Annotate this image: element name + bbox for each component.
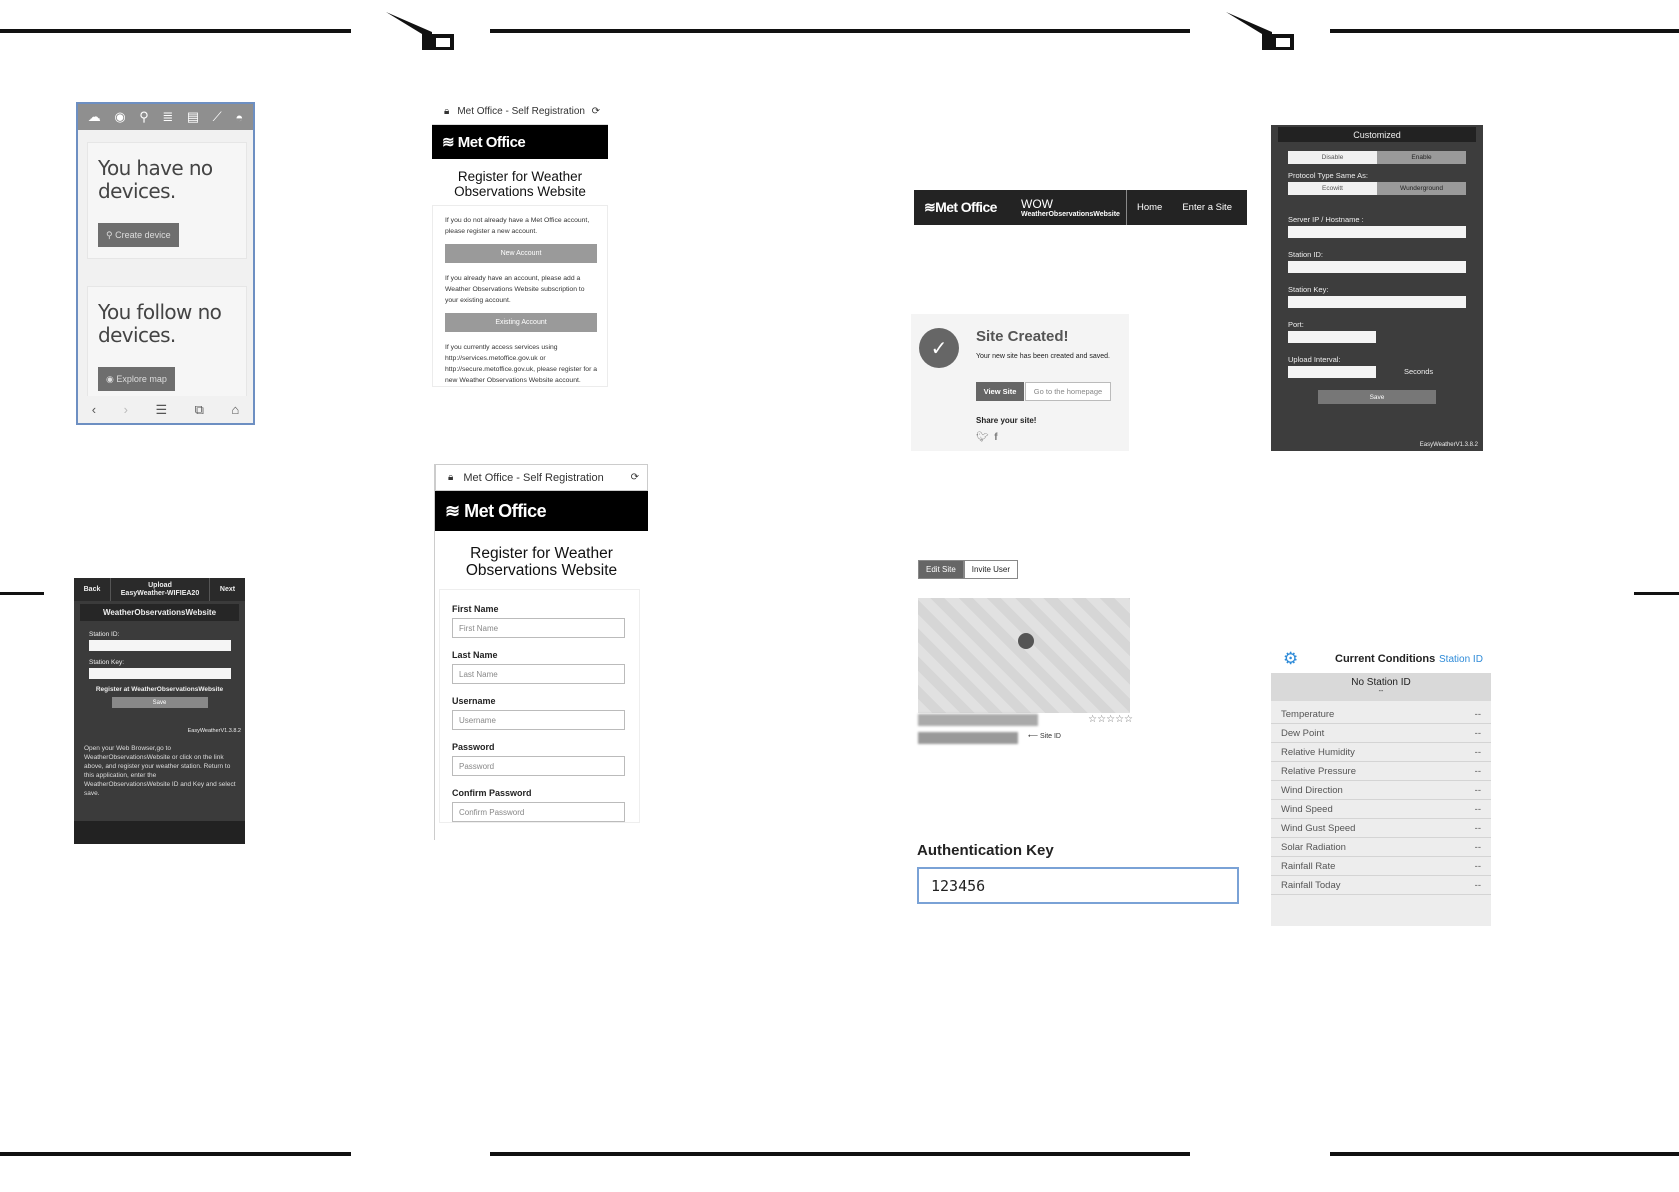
cloud-upload-icon[interactable]: ☁ <box>87 109 101 124</box>
lock-icon: 🔒︎ <box>444 106 450 117</box>
password-input[interactable]: Password <box>452 756 625 776</box>
save-button[interactable]: Save <box>1318 390 1436 404</box>
conditions-title: Current Conditions <box>1335 653 1436 665</box>
chart-icon[interactable]: ⟋ <box>212 109 222 124</box>
condition-value: -- <box>1474 860 1481 872</box>
brand-name: Met Office <box>464 500 547 521</box>
reload-icon[interactable]: ⟳ <box>630 472 639 483</box>
metoffice-banner <box>432 125 608 159</box>
rating-stars: ☆☆☆☆☆ <box>1088 714 1133 725</box>
register-options <box>432 205 608 387</box>
wow-brand[interactable] <box>1015 190 1127 225</box>
enable-option[interactable]: Enable <box>1377 151 1466 164</box>
last-name-input[interactable]: Last Name <box>452 664 625 684</box>
register-link[interactable]: Register at WeatherObservationsWebsite <box>95 686 224 693</box>
first-name-input[interactable]: First Name <box>452 618 625 638</box>
protocol-toggle <box>1288 182 1466 195</box>
wow-subtitle: WeatherObservationsWebsite <box>1021 211 1120 218</box>
customized-title: Customized <box>1278 127 1476 142</box>
site-id-label: Site ID <box>1039 733 1061 740</box>
metoffice-logo-icon: ≋ <box>924 199 936 215</box>
customized-upload-screen <box>1271 125 1483 451</box>
condition-label: Rainfall Rate <box>1281 860 1336 872</box>
app-toolbar <box>78 104 253 130</box>
condition-value: -- <box>1474 765 1481 777</box>
metoffice-banner <box>435 491 648 531</box>
rule-top-mid <box>490 29 1190 33</box>
condition-label: Rainfall Today <box>1281 879 1341 891</box>
page-heading: Register for Weather Observations Website <box>465 545 618 579</box>
condition-row <box>1271 819 1491 838</box>
first-name-label: First Name <box>452 604 499 614</box>
upload-header <box>74 578 245 601</box>
wow-title: WeatherObservationsWebsite <box>80 604 239 621</box>
site-created-panel <box>911 314 1129 451</box>
version-text: EasyWeatherV1.3.8.2 <box>1419 442 1478 448</box>
explore-map-button[interactable] <box>98 367 175 391</box>
page-address: Met Office - Self Registration <box>457 106 585 117</box>
last-name-label: Last Name <box>452 650 498 660</box>
rule-bottom-left <box>0 1152 351 1156</box>
tab-edit-site[interactable]: Edit Site <box>918 560 964 579</box>
wow-upload-screen <box>74 578 245 844</box>
station-id-label: Station ID: <box>89 631 120 638</box>
condition-label: Wind Gust Speed <box>1281 822 1356 834</box>
version-text: EasyWeatherV1.3.8.2 <box>187 728 241 734</box>
protocol-label: Protocol Type Same As: <box>1288 171 1368 180</box>
forward-icon[interactable]: › <box>123 402 128 417</box>
services-text: If you currently access services using http://services.metoffice.gov.uk or http://secure.metoffice.gov.uk, please register for a new Weather Observations Website account. <box>445 344 598 384</box>
condition-value: -- <box>1474 746 1481 758</box>
no-station-sub: -- <box>1378 688 1384 695</box>
brand-name: Met Office <box>935 199 997 215</box>
tab-invite-user[interactable]: Invite User <box>964 560 1018 579</box>
station-status <box>1271 673 1491 701</box>
metoffice-register-form <box>434 464 648 840</box>
document-icon[interactable]: ▤ <box>186 109 200 124</box>
site-map[interactable] <box>918 598 1130 713</box>
site-name-blurred <box>918 714 1038 726</box>
condition-value: -- <box>1474 784 1481 796</box>
metoffice-logo-icon: ≋ <box>442 134 458 151</box>
back-button[interactable]: Back <box>74 578 111 601</box>
no-station-text: No Station ID <box>1351 677 1411 688</box>
instructions-text: Open your Web Browser,go to WeatherObservationsWebsite or click on the link above, and register your weather station. Return to this application, enter the WeatherObservationsWebsite ID and Key and select save. <box>84 745 236 797</box>
port-label: Port: <box>1288 320 1304 329</box>
condition-value: -- <box>1474 841 1481 853</box>
condition-value: -- <box>1474 803 1481 815</box>
registration-form <box>439 589 640 823</box>
back-icon[interactable]: ‹ <box>91 402 97 417</box>
interval-input[interactable] <box>1288 366 1376 378</box>
twitter-icon[interactable]: 🐦︎ <box>976 432 989 443</box>
site-tabs <box>918 560 1133 579</box>
tabs-icon[interactable]: ⧉ <box>194 401 204 417</box>
server-input[interactable] <box>1288 226 1466 238</box>
metoffice-register-choice <box>432 99 608 403</box>
homepage-button[interactable]: Go to the homepage <box>1025 382 1111 401</box>
new-account-button[interactable]: New Account <box>445 244 597 263</box>
station-id-input[interactable] <box>89 640 231 651</box>
rule-bottom-mid <box>490 1152 1190 1156</box>
seconds-label: Seconds <box>1404 366 1434 376</box>
rule-top-left <box>0 29 351 33</box>
fold-mark-icon <box>384 10 456 52</box>
user-icon[interactable]: ◓ <box>235 109 244 125</box>
menu-icon[interactable]: ☰ <box>155 401 168 417</box>
condition-value: -- <box>1474 727 1481 739</box>
condition-row <box>1271 724 1491 743</box>
home-icon[interactable]: ⌂ <box>231 402 240 417</box>
device-name: EasyWeather-WIFIEA20 <box>120 589 200 597</box>
condition-label: Temperature <box>1281 708 1335 720</box>
current-conditions-screen <box>1271 645 1491 926</box>
brand-name: Met Office <box>457 133 526 151</box>
browser-nav <box>78 396 253 423</box>
existing-account-button[interactable]: Existing Account <box>445 313 597 332</box>
enable-toggle <box>1288 151 1466 164</box>
rule-bottom-right <box>1330 1152 1679 1156</box>
metoffice-logo[interactable] <box>914 199 1015 216</box>
gear-icon[interactable]: ⚙ <box>1283 649 1299 668</box>
existing-account-text: If you already have an account, please add a Weather Observations Website subscription to your existing account. <box>445 275 585 304</box>
create-device-button[interactable] <box>98 223 179 247</box>
address-bar <box>432 99 608 125</box>
conditions-list <box>1271 701 1491 895</box>
nav-home[interactable]: Home <box>1137 202 1163 213</box>
station-key-input[interactable] <box>1288 296 1466 308</box>
lock-icon: 🔒︎ <box>448 472 454 483</box>
condition-label: Relative Humidity <box>1281 746 1355 758</box>
condition-value: -- <box>1474 822 1481 834</box>
condition-label: Dew Point <box>1281 727 1325 739</box>
authentication-key-block <box>917 842 1239 908</box>
rule-top-right <box>1330 29 1679 33</box>
username-input[interactable]: Username <box>452 710 625 730</box>
nav-enter-site[interactable]: Enter a Site <box>1182 202 1232 213</box>
confirm-password-input[interactable]: Confirm Password <box>452 802 625 822</box>
new-account-text: If you do not already have a Met Office account, please register a new account. <box>445 217 590 235</box>
server-label: Server IP / Hostname : <box>1288 215 1364 224</box>
condition-label: Wind Direction <box>1281 784 1343 796</box>
devices-card <box>87 142 247 259</box>
social-links <box>976 432 998 443</box>
follow-card <box>87 286 247 402</box>
condition-label: Solar Radiation <box>1281 841 1346 853</box>
arrow-left-icon: ⟵ <box>1028 733 1040 740</box>
station-key-label: Station Key: <box>1288 285 1329 294</box>
database-icon[interactable]: ≣ <box>162 109 174 124</box>
device-icon: ⚲ <box>106 229 116 240</box>
facebook-icon[interactable]: f <box>994 432 998 443</box>
header-title <box>111 578 209 601</box>
conditions-header <box>1271 645 1491 673</box>
condition-value: -- <box>1474 879 1481 891</box>
condition-label: Wind Speed <box>1281 803 1333 815</box>
globe-icon: ◉ <box>106 373 117 384</box>
condition-row <box>1271 705 1491 724</box>
view-site-button[interactable]: View Site <box>976 382 1024 401</box>
condition-label: Relative Pressure <box>1281 765 1356 777</box>
condition-row <box>1271 800 1491 819</box>
site-created-text: Your new site has been created and saved. <box>976 353 1111 360</box>
share-heading: Share your site! <box>976 416 1037 425</box>
reload-icon[interactable]: ⟳ <box>591 106 600 117</box>
condition-row <box>1271 781 1491 800</box>
auth-key-label: Authentication Key <box>917 842 1054 859</box>
site-id-blurred <box>918 732 1018 744</box>
interval-label: Upload Interval: <box>1288 355 1341 364</box>
explore-map-label: Explore map <box>116 374 167 384</box>
port-input[interactable] <box>1288 331 1376 343</box>
condition-row <box>1271 838 1491 857</box>
ecowitt-option[interactable]: Ecowitt <box>1288 182 1377 195</box>
device-icon[interactable]: ⚲ <box>139 109 149 124</box>
station-id-label: Station ID: <box>1288 250 1324 259</box>
interval-row <box>1271 364 1483 378</box>
username-label: Username <box>452 696 496 706</box>
condition-row <box>1271 876 1491 895</box>
station-id-link[interactable]: Station ID <box>1439 653 1483 665</box>
devices-screen <box>76 102 255 425</box>
rule-mid-left <box>0 592 44 595</box>
station-id-input[interactable] <box>1288 261 1466 273</box>
station-key-label: Station Key: <box>89 659 125 666</box>
next-button[interactable]: Next <box>209 578 245 601</box>
station-key-input[interactable] <box>89 668 231 679</box>
upload-label: Upload <box>148 581 172 589</box>
condition-row <box>1271 762 1491 781</box>
condition-row <box>1271 743 1491 762</box>
no-follow-text: You follow no devices. <box>98 300 222 347</box>
site-id-annotation <box>1028 732 1061 740</box>
save-button[interactable]: Save <box>112 697 208 708</box>
rule-mid-right <box>1634 592 1679 595</box>
no-devices-text: You have no devices. <box>98 156 213 203</box>
check-icon: ✓ <box>919 328 959 368</box>
address-bar <box>435 464 648 491</box>
confirm-password-label: Confirm Password <box>452 788 532 798</box>
site-created-title: Site Created! <box>976 328 1069 345</box>
globe-icon[interactable]: ◉ <box>114 109 126 124</box>
disable-option[interactable]: Disable <box>1288 151 1377 164</box>
metoffice-logo-icon: ≋ <box>445 500 465 521</box>
auth-key-field[interactable]: 123456 <box>917 867 1239 904</box>
page-heading: Register for Weather Observations Website <box>454 169 586 199</box>
wow-title: WOW <box>1021 197 1053 211</box>
fold-mark-icon <box>1224 10 1296 52</box>
condition-row <box>1271 857 1491 876</box>
page-address: Met Office - Self Registration <box>463 471 604 484</box>
wunderground-option[interactable]: Wunderground <box>1377 182 1466 195</box>
condition-value: -- <box>1474 708 1481 720</box>
bottom-bar <box>74 821 245 844</box>
password-label: Password <box>452 742 495 752</box>
edit-site-panel <box>918 560 1133 750</box>
map-pin-icon <box>1018 633 1034 649</box>
wow-navbar <box>914 190 1247 225</box>
create-device-label: Create device <box>115 230 171 240</box>
